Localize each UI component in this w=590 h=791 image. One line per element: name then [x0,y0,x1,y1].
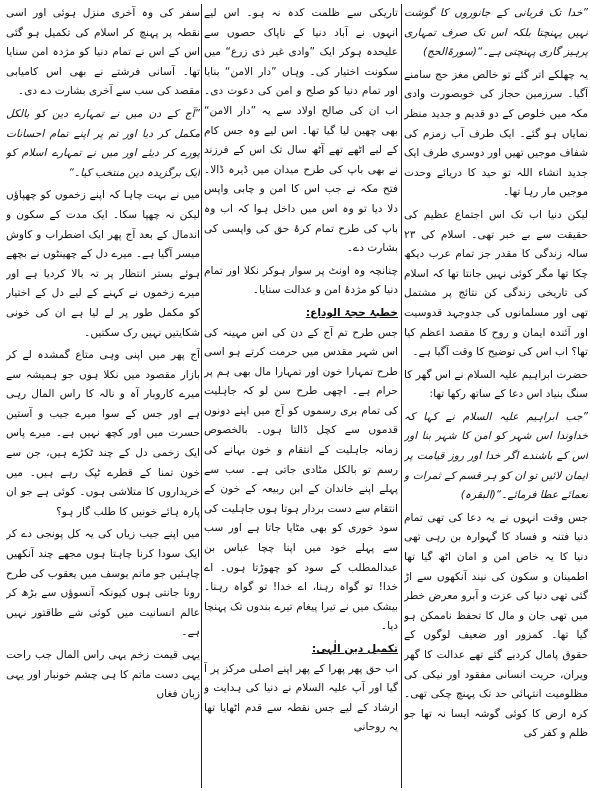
paragraph: سفر کی وہ آخری منزل ہوئی اور اسی نقطہ پر پہنچ کر اسلام کی تکمیل ہو گئی اس کے اس نے تمام دنیا کو مژدہ امن سنایا تھا۔ آسانی فرشتے نے بھی اس کامیابی مقصد کی سب سے آخری بشارت دے دی۔ [6,7,200,98]
paragraph: جس وقت انہوں نے یہ دعا کی تھی تمام دنیا فتنہ و فساد کا گہوارہ بن رہی تھی دنیا کا یہ خاص امن و امان اٹھ گیا تھا اطمینان و سکون کی نیند آنکھوں سے اڑ گئی تھی دنیا کی عزت و آبرو معرض خطر میں تھی جان و مال کا تحفظ ناممکن ہو گیا تھا۔ کمزور اور ضعیف لوگوں کے حقوق پامال کردیے گئے تھے عدالت کا گھر ویران، حریت انسانی مفقود اور نیکی کی مظلومیت انتہائی حد تک پہنچ چکی تھی۔ کرہ ارض کا کوئی گوشہ ایسا نہ تھا جو ظلم و کفر کی [404,511,588,740]
paragraph: میں نے بہت چاہا کہ اپنے زخموں کو چھپاؤں لیکن نہ چھپا سکا۔ ایک مدت کے سکون و اندمال کے بعد آج پھر ایک اضطراب و کاوش میسر آگیا ہے۔ میرے دل کے چھینٹوں نے بچھے ہوئے بستر انتظار پر تہ بالا کردیا ہے اور میرے زخموں نے کہنے کے لیے دل کے اختیار کو مکمل طور پر لے لیا ہے ان کی خونی شکایتیں نہیں رک سکتیں۔ [6,189,200,339]
quran-quote: ”جب ابراہیم علیہ السلام نے کہا کہ خداوندا اس شہر کو امن کا شہر بنا اور اس کے باشندے اگر خدا اور روز قیامت پر ایمان لائیں تو ان کو ہر قسم کے ثمرات و نعمائے عطا فرمائے۔“(البقرہ) [404,410,588,502]
paragraph: آج پھر میں اپنی وہی متاع گمشدہ لے کر بازار مقصود میں نکلا ہوں جو ہمیشہ سے میرے کاروبار آہ و نالہ کا راس المال رہی ہے اور جس کے سوا میرے جیب و آستین حسرت میں اور کچھ نہیں ہے۔ میرے پاس ایک زخمی دل کے چند ٹکڑے ہیں، جن سے خون تمنا کے قطرے ٹپک رہے ہیں۔ میں خریداروں کا متلاشی ہوں۔ کوئی ہے جو ان پارہ ہائے خونیں کا طلب گار ہو؟ [6,349,200,518]
column-divider [401,4,402,788]
paragraph: تاریکی سے ظلمت کدہ نہ ہو۔ اس لیے انہوں نے آباد دنیا کے ناپاک حصوں سے علیحدہ ہوکر ایک ”وادی غیر ذی زرع“ میں سکونت اختیار کی۔ وہاں ”دار الامن“ بنایا اور تمام دنیا کو صلح و امن کی دعوت دی۔ اب ان کی صالح اولاد سے یہ ”دار الامن“ بھی چھین لیا گیا تھا۔ اس لیے وہ جس کام کے لیے اٹھے تھے آٹھ سال تک اس کے فرزند نے بھی باپ کی طرح میدان میں ڈیرہ ڈالا۔ فتح مکہ نے جب اس کا امن و چابی واپس دلا دیا تو وہ اس میں داخل ہوا کہ اب وہ باپ کی طرح تمام کرۂ حق کی واپسی کی بشارت دے۔ [204,7,398,255]
section-heading: خطبۂ حجۃ الوداع: [305,306,398,319]
paragraph: حضرت ابراہیم علیہ السلام نے اس گھر کا سنگ بنیاد اس دعا کے ساتھ رکھا تھا: [404,368,588,401]
verse: یہی قیمت زخم یہی راس المال جب راحت یہی دست ماتم کا ہی چشم خونبار اور یہی زبان فغاں [6,649,200,701]
column-divider [201,4,202,788]
quran-quote: ”خدا تک قربانی کے جانوروں کا گوشت نہیں پہنچتا بلکہ اس تک صرف تمہاری پرہیز گاری پہنچتی ہے۔“(سورۃالحج) [404,7,588,59]
section-heading: تکمیل دین الٰہی: [311,643,398,655]
paragraph: اب حق پھر پھرا کے پھر اپنے اصلی مرکز پر آ گیا اور آپ علیہ السلام نے دنیا کی ہدایت و ارشاد کے لیے جس نقطہ سے قدم اٹھایا تھا یہ روحانی [204,662,398,734]
paragraph: یہ چھلکے اتر گئے تو خالص مغز حج سامنے آگیا۔ سرزمین حجاز کی خوبصورت وادی مکہ میں خلوص کے دو قدیم و جدید منظر نمایاں ہو گئے۔ ایک طرف آب زمزم کی شفاف موجیں تھیں اور دوسری طرف ایک جدید انشاء اللہ تو حید کا دریائے وحدت موجیں مار رہا تھا۔ [404,68,588,199]
paragraph: چنانچہ وہ اونٹ پر سوار ہوکر نکلا اور تمام دنیا کو مژدۂ امن و عدالت سنایا۔ [204,264,398,297]
paragraph: میں اپنے جیب زیاں کی یہ کل پونجی دے کر ایک سودا کرنا چاہتا ہوں مجھے چند آنکھیں چاہئیں جو ماتم یوسف میں یعقوب کی طرح رونا جانتی ہوں کیونکہ آنسوؤں سے بڑھ کر عالم انسانیت میں کوئی شے طاقتور نہیں ہے۔ [6,528,200,639]
paragraph: لیکن دنیا اب تک اس اجتماع عظیم کی حقیقت سے بے خبر تھی۔ اسلام کی ۲۳ سالہ زندگی کا مقدر جز تمام عرب دیکھ چکا تھا مگر کوئی نہیں جانتا تھا کہ اسلام کی تاریخی زندگی کن نتائج پر مشتمل تھی اور مسلمانوں کی جدوجہد قدوسیت اور آئندہ ایمان و روح کا مقصد اعظم کیا تھا؟ اب اس کی توضیح کا وقت آگیا ہے۔ [404,208,588,359]
column-middle [204,4,398,788]
column-left [6,4,200,788]
paragraph: جس طرح تم آج کے دن کی اس مہینہ کی اس شہر مقدس میں حرمت کرتے ہو اسی طرح تمہارا خون اور تمہارا مال بھی ہم پر حرام ہے۔ اچھی طرح سن لو کہ جاہلیت کی تمام بری رسموں کو آج میں اپنے دونوں قدموں سے کچل ڈالتا ہوں۔ بالخصوص زمانہ جاہلیت کے انتقام و خون بہانے کی رسم تو بالکل مٹادی جاتی ہے۔ سب سے پہلے اپنے خاندان کے ابن ربیعہ کے خون کے انتقام سے دست بردار ہوتا ہوں جاہلیت کی سود خوری کو بھی مٹایا جاتا ہے اور سب سے پہلے خود میں اپنا چچا عباس بن عبدالمطلب کے سود کو چھوڑتا ہوں۔ اے خدا! تو گواہ رہنا، اے خدا! تو گواہ رہنا۔ بیشک میں نے تیرا پیغام تیرے بندوں تک پہنچا دیا۔ [204,326,398,633]
column-right [404,4,588,788]
quran-quote: ”آج کے دن میں نے تمہارے دین کو بالکل مکمل کر دیا اور تم پر اپنے تمام احسانات پورے کر دیئے اور میں نے تمہارے اسلام کو ایک برگزیدہ دین منتخب کیا۔“ [6,107,200,179]
